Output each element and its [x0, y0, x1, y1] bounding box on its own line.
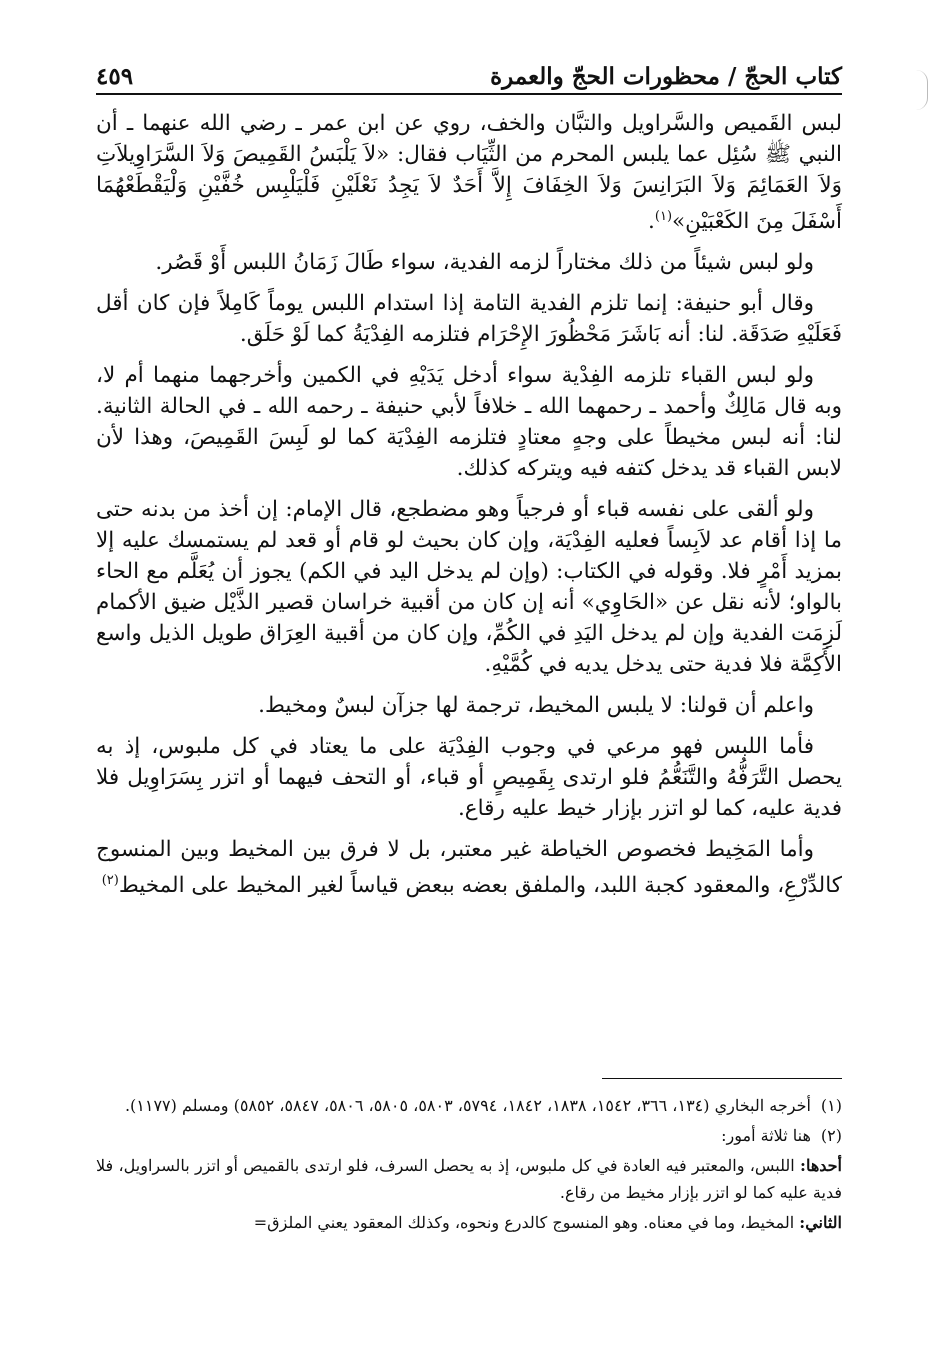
paragraph-6: واعلم أن قولنا: لا يلبس المخيط، ترجمة لها جزآن لبسٌ ومخيط. [258, 693, 814, 719]
footnote-2-first: أحدها: اللبس، والمعتبر فيه العادة في كل ملبوس، إذ به يحصل السرف، فلو ارتدى بالقميص أو اتزر بالسراويل، فلا فدية عليه كما لو اتزر بإزار مخيط من رقاع. [96, 1156, 842, 1202]
page-curl-mark [911, 70, 928, 110]
page-header [96, 52, 842, 90]
footnote-2: (٢)هنا ثلاثة أمور: [721, 1126, 842, 1145]
paragraph-5: ولو ألقى على نفسه قباء أو فرجياً وهو مضطجع، قال الإمام: إن أخذ من بدنه حتى ما إذا أقام عد لاَبِساً فعليه الفِدْيَة، وإن كان بحيث لو قام أو قعد لم يستمسك عليه إلا بمزيد أَمْرٍ فلا. وقوله في الكتاب: (وإن لم يدخل اليد في الكم) يجوز أن يُعَلَّم مع الحاء بالواو؛ لأنه نقل عن «الحَاوِي» أنه إن كان من أقبية خراسان قصير الذَّيْل ضيق الأكمام لَزِمَت الفدية وإن لم يدخل اليَدِ في الكُمِّ، وإن كان من أقبية العِرَاق طويل الذيل واسع الأَكِمَّة فلا فدية حتى يدخل يديه في كُمَّيْهِ. [96, 497, 842, 678]
paragraph-8: وأما المَخِيط فخصوص الخياطة غير معتبر، بل لا فرق بين المخيط وبين المنسوج كالدِّرْعِ، والمعقود كجبة اللبد، والملفق بعضه ببعض قياساً لغير المخيط على المخيط$^{(٢)}$ [96, 837, 842, 899]
paragraph-1: لبس القَميص والسَّراويل والتبَّان والخف، روي عن ابن عمر ـ رضي الله عنهما ـ أن النبي ﷺ سُئِل عما يلبس المحرم من الثِّيَاب فقال: «لاَ يَلْبَسُ القَمِيصَ وَلاَ السَّرَاوِيلاَتِ وَلاَ العَمَائِمَ وَلاَ البَرَانِسَ وَلاَ الخِفَافَ إِلاَّ أَحَدٌ لاَ يَجِدُ نَعْلَيْنِ فَلْيَلْبِس خُفَّيْنِ وَلْيَقْطَعْهُمَا أَسْفَلَ مِنَ الكَعْبَيْنِ»$^{(١)}$. [96, 111, 842, 235]
footnote-ref-1[interactable]: (١) [654, 209, 673, 224]
paragraph-2: ولو لبس شيئاً من ذلك مختاراً لزمه الفدية، سواء طَالَ زَمَانُ اللبس أَوْ قَصُر. [155, 250, 814, 276]
main-text [96, 108, 842, 911]
paragraph-3: وقال أبو حنيفة: إنما تلزم الفدية التامة إذا استدام اللبس يوماً كَامِلاً فإن كان أقل فَعَلَيْهِ صَدَقَة. لنا: أنه بَاشَرَ مَحْظُورَ الإِحْرَام فتلزمه الفِدْيَةُ كما لَوْ حَلَق. [96, 291, 842, 348]
footnote-separator [602, 1078, 842, 1079]
running-title: كتاب الحجّ / محظورات الحجّ والعمرة [490, 63, 842, 90]
footnote-2-second: الثاني: المخيط، وما في معناه. وهو المنسوج كالدرع ونحوه، وكذلك المعقود يعني الملزق= [253, 1213, 842, 1232]
paragraph-7: فأما اللبس فهو مرعي في وجوب الفِدْيَة على ما يعتاد في كل ملبوس، إذ به يحصل التَّرَفُّهُ والتَّنَعُّمُ فلو ارتدى بِقَمِيصٍ أو قباء، أو التحف فيهما أو اتزر بِسَرَاوِيل فلا فدية عليه، كما لو اتزر بإزار خيط عليه رقاع. [96, 734, 842, 822]
header-rule [96, 93, 842, 95]
footnotes [96, 1092, 842, 1239]
page-number: ٤٥٩ [96, 63, 134, 90]
paragraph-4: ولو لبس القباء تلزمه الفِدْية سواء أدخل يَدَيْهِ في الكمين وأخرجهما منهما أم لا، وبه قال مَالِكٌ وأحمد ـ رحمهما الله ـ خلافاً لأبي حنيفة ـ رحمه الله ـ في الحالة الثانية. لنا: أنه لبس مخيطاً على وجهٍ معتادٍ فتلزمه الفِدْيَة كما لو لَبِسَ القَمِيصَ، وهذا لأن لابس القباء قد يدخل كتفه فيه ويتركه كذلك. [96, 363, 842, 482]
footnote-1: (١)أخرجه البخاري (١٣٤، ٣٦٦، ١٥٤٢، ١٨٣٨، ١٨٤٢، ٥٧٩٤، ٥٨٠٣، ٥٨٠٥، ٥٨٠٦، ٥٨٤٧، ٥٨٥٢) ومسلم (١١٧٧). [124, 1096, 842, 1115]
footnote-ref-2[interactable]: (٢) [101, 873, 119, 889]
